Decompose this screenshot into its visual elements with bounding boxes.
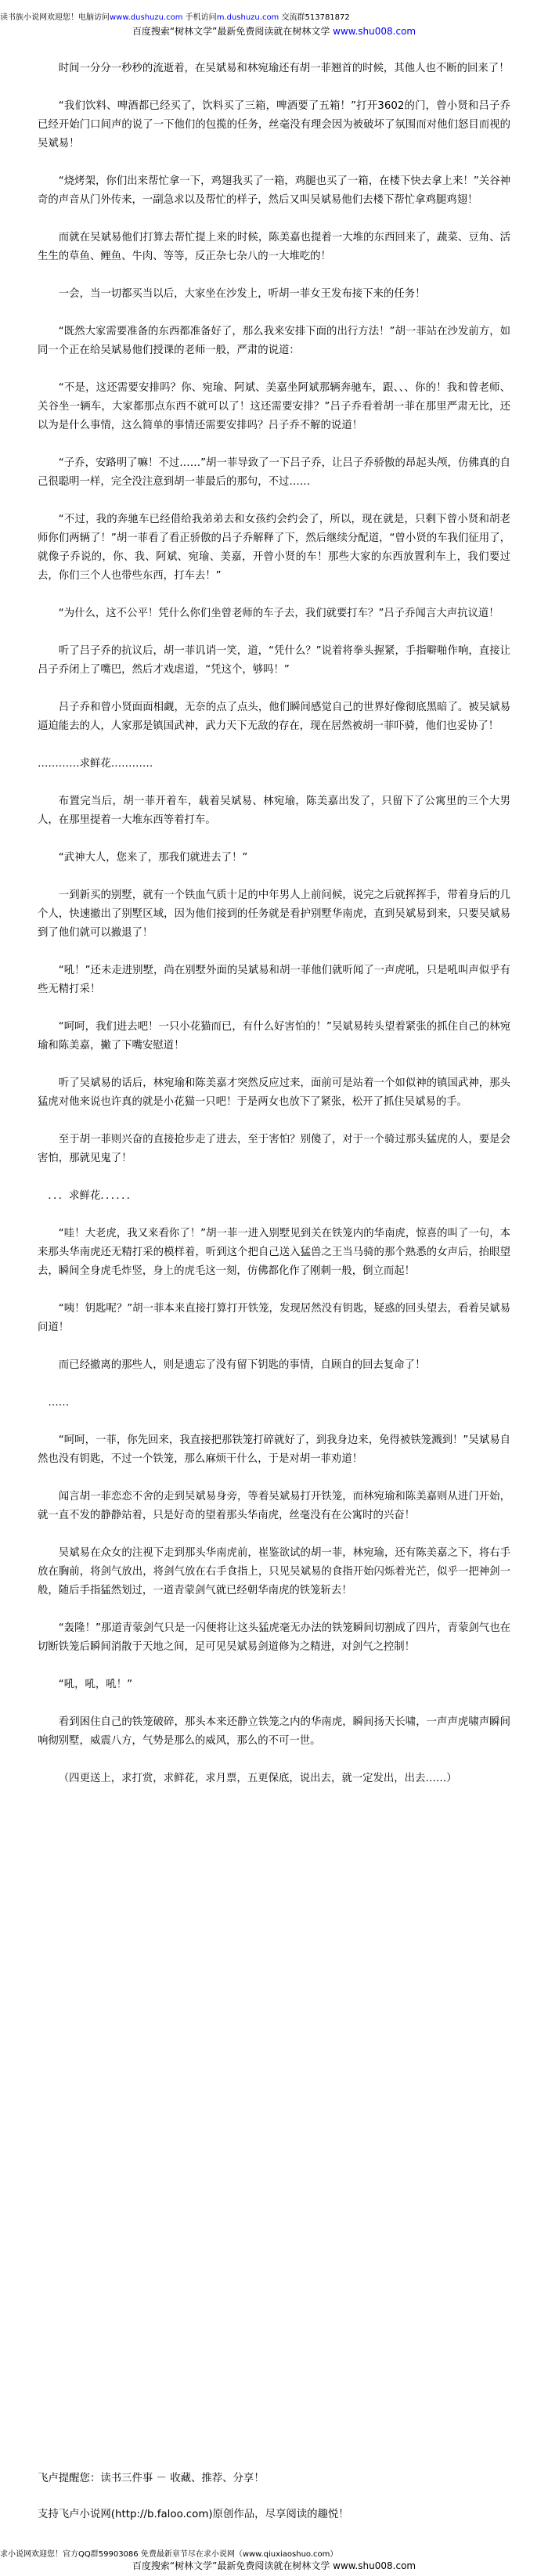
paragraph: 闻言胡一菲恋恋不舍的走到吴斌易身旁，等着吴斌易打开铁笼，而林宛瑜和陈美嘉则从进门开始，就一直不发的静静站着，只是好奇的望着那头华南虎，丝毫没有在公寓时的兴奋！ [38, 1491, 510, 1521]
banner-text: 百度搜索“树林文学”最新免费阅读就在树林文学 [132, 26, 333, 37]
section-separator: …………求鲜花………… [38, 758, 153, 770]
paragraph: 看到困住自己的铁笼破碎，那头本来还静立铁笼之内的华南虎，瞬间扬天长啸，一声声虎啸声瞬间响彻别墅，威震八方，气势是那么的威风，那么的不可一世。 [38, 1716, 510, 1747]
paragraph: （四更送上，求打赏，求鲜花，求月票，五更保底，说出去，就一定发出，出去……） [58, 1773, 457, 1784]
paragraph: “吼，吼，吼！” [58, 1679, 133, 1690]
top-notice-middle: 手机访问 [182, 13, 217, 22]
banner-site-link[interactable]: www.shu008.com [333, 2560, 416, 2571]
paragraph: “我们饮料、啤酒都已经买了，饮料买了三箱，啤酒要了五箱！”打开3602的门，曾小贤和吕子乔已经开始门口间声的说了一下他们的包揽的任务，丝毫没有理会因为被破坏了氛围而对他们怒目而视的吴斌易！ [38, 100, 510, 150]
paragraph: 而就在吴斌易他们打算去帮忙提上来的时候，陈美嘉也提着一大堆的东西回来了，蔬菜、豆角、活生生的草鱼、鲤鱼、牛肉、等等，反正杂七杂八的一大堆吃的！ [38, 232, 510, 262]
bottom-notice-bar [0, 2549, 548, 2560]
paragraph: “为什么，这不公平！凭什么你们坐曾老师的车子去，我们就要打车？”吕子乔闻言大声抗议道！ [58, 608, 499, 619]
paragraph: “哇！大老虎，我又来看你了！”胡一菲一进入别墅见到关在铁笼内的华南虎，惊喜的叫了一句，本来那头华南虎还无精打采的模样着，听到这个把自己送入猛兽之王当马骑的那个熟悉的女声后，抬眼望去，瞬间全身虎毛炸竖，身上的虎毛这一刻，仿佛都化作了刚刺一般，倒立而起！ [38, 1228, 510, 1277]
paragraph: 一会，当一切都买当以后，大家坐在沙发上，听胡一菲女王发布接下来的任务！ [58, 288, 426, 300]
paragraph: 至于胡一菲则兴奋的直接抢步走了进去，至于害怕？别傻了，对于一个骑过那头猛虎的人，要是会害怕，那就见鬼了！ [38, 1134, 510, 1164]
support-text: 支持飞卢小说网(http://b.faloo.com)原创作品，尽享阅读的趣悦！ [38, 2509, 349, 2520]
paragraph: 听了吕子乔的抗议后，胡一菲讥诮一笑，道，“凭什么？”说着将拳头握紧，手指噼啪作响，直接让吕子乔闭上了嘴巴，然后才戏虐道，“凭这个，够吗！” [38, 645, 510, 676]
section-separator: ．．．求鲜花．．．．．． [48, 1190, 138, 1202]
banner-site-link[interactable]: www.shu008.com [333, 26, 416, 37]
search-banner-bottom [0, 2560, 548, 2572]
paragraph: “呵呵，我们进去吧！一只小花猫而已，有什么好害怕的！”吴斌易转头望着紧张的抓住自己的林宛瑜和陈美嘉，撇了下嘴安慰道！ [38, 1021, 510, 1052]
top-notice-bar [0, 13, 548, 23]
support-line [38, 2506, 510, 2524]
paragraph: 一到新买的别墅，就有一个铁血气质十足的中年男人上前问候，说完之后就挥挥手，带着身后的几个人，快速撤出了别墅区域，因为他们接到的任务就是看护别墅华南虎，直到吴斌易到来，只要吴斌易到了他们就可以撤退了！ [38, 889, 510, 939]
paragraph: 听了吴斌易的话后，林宛瑜和陈美嘉才突然反应过来，面前可是站着一个如似神的镇国武神，那头猛虎对他来说也许真的就是小花猫一只吧！于是两女也放下了紧张，松开了抓住吴斌易的手。 [38, 1077, 510, 1108]
feilu-reminder-text: 飞卢提醒您：读书三件事 － 收藏、推荐、分享！ [38, 2473, 265, 2484]
paragraph: 吕子乔和曾小贤面面相觑，无奈的点了点头，他们瞬间感觉自己的世界好像彻底黑暗了。被吴斌易逼迫能去的人，人家那是镇国武神，武力天下无敌的存在，现在居然被胡一菲吓骑，他们也妥协了！ [38, 702, 510, 732]
paragraph: 布置完当后，胡一菲开着车，载着吴斌易、林宛瑜，陈美嘉出发了，只留下了公寓里的三个大男人，在那里提着一大堆东西等着打车。 [38, 796, 510, 826]
paragraph: “轰隆！”那道青蒙剑气只是一闪便将让这头猛虎毫无办法的铁笼瞬间切割成了四片，青蒙剑气也在切断铁笼后瞬间消散于天地之间，足可见吴斌易剑道修为之精进，对剑气之控制！ [38, 1622, 510, 1653]
bottom-notice-end: ） [330, 2550, 338, 2559]
feilu-reminder [38, 2470, 510, 2488]
paragraph: “咦！钥匙呢？”胡一菲本来直接打算打开铁笼，发现居然没有钥匙，疑惑的回头望去，看着吴斌易问道！ [38, 1303, 510, 1333]
mobile-site-link[interactable]: m.dushuzu.com [216, 13, 279, 22]
paragraph: “既然大家需要准备的东西都准备好了，那么我来安排下面的出行方法！”胡一菲站在沙发前方，如同一个正在给吴斌易他们授课的老师一般，严肃的说道： [38, 326, 510, 356]
qiuxiaoshuo-link[interactable]: www.qiuxiaoshuo.com [242, 2550, 330, 2559]
banner-text: 百度搜索“树林文学”最新免费阅读就在树林文学 [132, 2560, 333, 2571]
section-separator: …… [48, 1397, 70, 1409]
pc-site-link[interactable]: www.dushuzu.com [110, 13, 183, 22]
paragraph: “武神大人，您来了，那我们就进去了！” [58, 852, 248, 864]
paragraph: “不过，我的奔驰车已经借给我弟弟去和女孩约会约会了，所以，现在就是，只剩下曾小贤和胡老师你们两辆了！”胡一菲看了看正骄傲的吕子乔解释了下，然后继续分配道，“曾小贤的车我们征用了，就像子乔说的，你、我、阿斌、宛瑜、美嘉，开曾小贤的车！那些大家的东西放置利车上，我们要过去，你们三个人也带些东西，打车去！” [38, 514, 510, 582]
paragraph: “不是，这还需要安排吗？你、宛瑜、阿斌、美嘉坐阿斌那辆奔驰车，跟、、、你的！我和曾老师、关谷坐一辆车，大家都那点东西不就可以了！这还需要安排？”吕子乔看着胡一菲在那里严肃无比，还以为是什么事情，这么简单的事情还需要安排吗？吕子乔不解的说道！ [38, 382, 510, 431]
top-notice-text: 读书族小说网欢迎您！电脑访问 [0, 13, 110, 22]
search-banner-top [0, 26, 548, 38]
paragraph: “子乔，安路明了嘛！不过……”胡一菲导致了一下吕子乔，让吕子乔骄傲的昂起头颅，仿佛真的自己很聪明一样，完全没注意到胡一菲最后的那句，不过…… [38, 457, 510, 488]
bottom-notice-text: 求小说网欢迎您！官方QQ群59903086 免费最新章节尽在求小说网（ [0, 2550, 243, 2559]
paragraph: “呵呵，一菲，你先回来，我直接把那铁笼打碎就好了，到我身边来，免得被铁笼溅到！”吴斌易自然也没有钥匙，不过一个铁笼，那么麻烦干什么，于是对胡一菲劝道！ [38, 1434, 510, 1465]
paragraph: 时间一分分一秒秒的流逝着，在吴斌易和林宛瑜还有胡一菲翘首的时候，其他人也不断的回来了！ [58, 63, 510, 74]
paragraph: “吼！”还未走进别墅，尚在别墅外面的吴斌易和胡一菲他们就听闻了一声虎吼，只是吼叫声似乎有些无精打采！ [38, 965, 510, 995]
paragraph: 吴斌易在众女的注视下走到那头华南虎前，崔鉴欲试的胡一菲，林宛瑜，还有陈美嘉之下，将右手放在胸前，将剑气放出，将剑气放在右手食指上，只见吴斌易的食指开始闪烁着光芒，似乎一把神剑一般，随后手指猛然划过，一道青蒙剑气就已经朝华南虎的铁笼斩去！ [38, 1547, 510, 1596]
paragraph: “烧烤架，你们出来帮忙拿一下，鸡翅我买了一箱，鸡腿也买了一箱，在楼下快去拿上来！”关谷神奇的声音从门外传来，一副急求以及帮忙的样子，然后又叫吴斌易他们去楼下帮忙拿鸡腿鸡翅！ [38, 175, 510, 206]
paragraph: 而已经撤离的那些人，则是遗忘了没有留下钥匙的事情，自顾自的回去复命了！ [58, 1359, 426, 1371]
qq-group-text: 交流群513781872 [279, 13, 350, 22]
chapter-content [38, 60, 510, 1807]
